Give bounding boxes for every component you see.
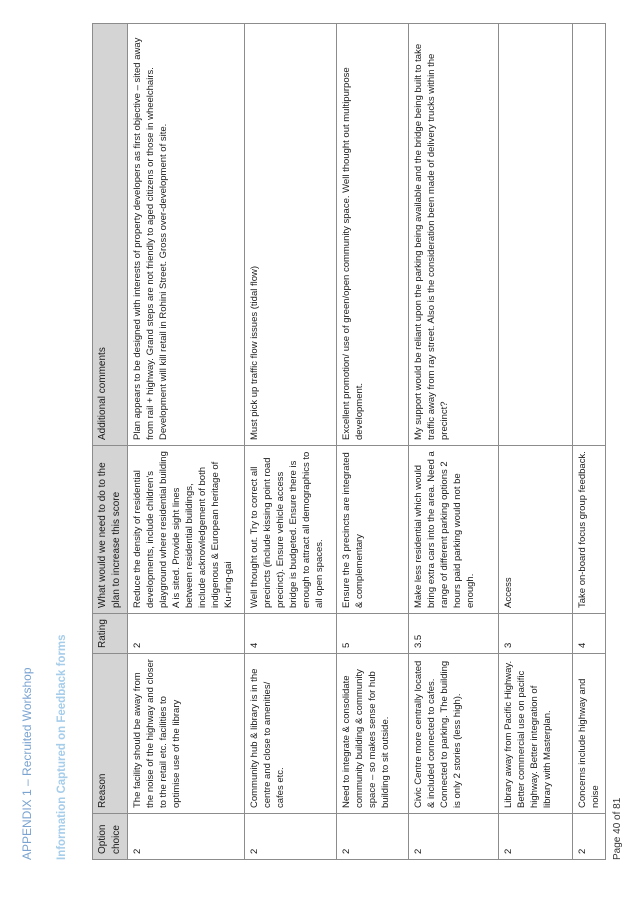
comments-cell: Excellent promotion/ use of green/open community space. Well thought out multipurpose development. (336, 24, 408, 446)
improve-cell: Take on-board focus group feedback. (572, 446, 605, 614)
reason-cell: Concerns include highway and noise (572, 654, 605, 814)
comments-cell (498, 24, 572, 446)
option-cell: 2 (336, 814, 408, 860)
table-row (498, 24, 572, 860)
reason-cell: Need to integrate & consolidate community building & community space – so makes sense for hub building to sit outside. (336, 654, 408, 814)
page-number: Page 40 of 81 (612, 797, 623, 860)
column-header-comments: Additional comments (93, 24, 128, 446)
improve-cell: Well thought out. Try to correct all precincts (include kissing point road precinct). Ensure vehicle access bridge is budgeted. Ensure there is enough to attract all demographics to all open spaces. (244, 446, 336, 614)
table-header-row (93, 24, 128, 860)
comments-cell: My support would be reliant upon the parking being available and the bridge being built to take traffic away from ray street. Also is the consideration been made of delivery trucks within the precinct? (408, 24, 498, 446)
improve-cell: Ensure the 3 precincts are integrated & complementary (336, 446, 408, 614)
improve-cell: Reduce the density of residential developments, include children's playground where residential building A is sited. Provide sight lines between residential buildings, include acknowledgement of both indigenous & European heritage of Ku-ring-gai (127, 446, 244, 614)
option-cell: 2 (244, 814, 336, 860)
column-header-reason: Reason (93, 654, 128, 814)
improve-cell: Access (498, 446, 572, 614)
section-title: Information Captured on Feedback forms (56, 634, 68, 860)
feedback-table (92, 23, 606, 860)
rating-cell: 5 (336, 614, 408, 654)
option-cell: 2 (408, 814, 498, 860)
appendix-title: APPENDIX 1 – Recruited Workshop (20, 667, 34, 860)
comments-cell (572, 24, 605, 446)
table-row (127, 24, 244, 860)
column-header-option: Option choice (93, 814, 128, 860)
reason-cell: Library away from Pacific Highway. Better commercial use on pacific highway. Better integration of library with Masterplan. (498, 654, 572, 814)
reason-cell: Community hub & library is in the centre and close to amenities/ cafes etc. (244, 654, 336, 814)
option-cell: 2 (127, 814, 244, 860)
comments-cell: Must pick up traffic flow issues (tidal flow) (244, 24, 336, 446)
reason-cell: The facility should be away from the noise of the highway and closer to the retail etc. facilities to optimise use of the library (127, 654, 244, 814)
option-cell: 2 (572, 814, 605, 860)
option-cell: 2 (498, 814, 572, 860)
rating-cell: 3.5 (408, 614, 498, 654)
rating-cell: 3 (498, 614, 572, 654)
reason-cell: Civic Centre more centrally located & included connected to cafes. Connected to parking. The building is only 2 stories (less high). (408, 654, 498, 814)
column-header-improve: What would we need to do to the plan to increase this score (93, 446, 128, 614)
rating-cell: 2 (127, 614, 244, 654)
table-row (408, 24, 498, 860)
rating-cell: 4 (572, 614, 605, 654)
table-row (336, 24, 408, 860)
column-header-rating: Rating (93, 614, 128, 654)
improve-cell: Make less residential which would bring extra cars into the area. Need a range of different parking options 2 hours paid parking would not be enough. (408, 446, 498, 614)
table-row (244, 24, 336, 860)
table-row (572, 24, 605, 860)
comments-cell: Plan appears to be designed with interests of property developers as first objective – sited away from rail + highway. Grand steps are not friendly to aged citizens or those in wheelchairs. Development will kill retail in Rohini Street. Gross over-development of site. (127, 24, 244, 446)
rating-cell: 4 (244, 614, 336, 654)
